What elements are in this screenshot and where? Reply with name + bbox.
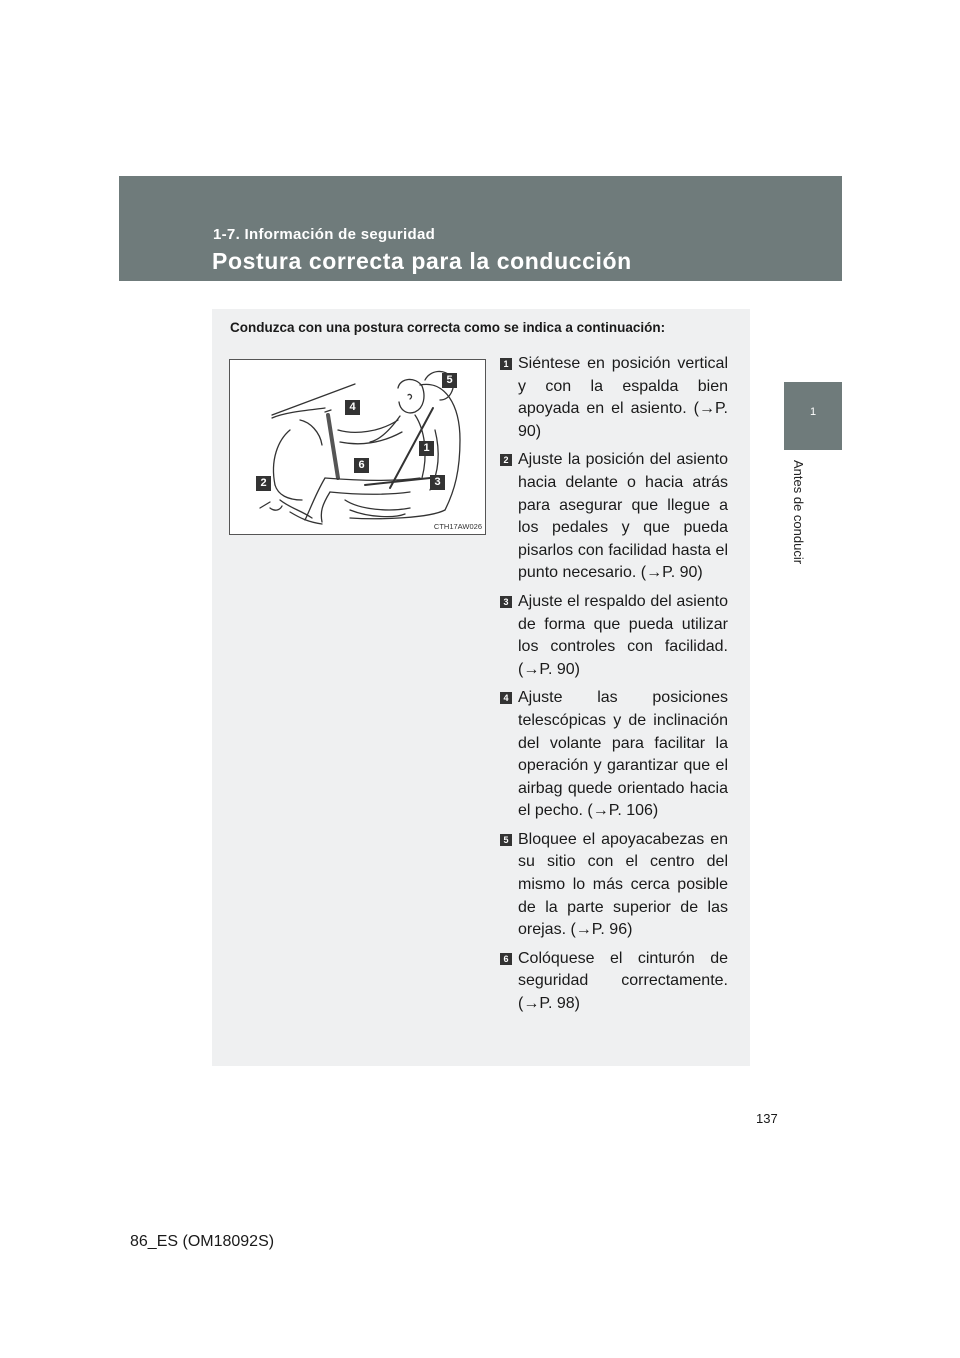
marker-1: 1 — [419, 441, 434, 456]
item-number-badge: 1 — [500, 358, 512, 370]
figure-code: CTH17AW026 — [433, 522, 482, 531]
item-text: Ajuste la posición del asiento hacia delante o hacia atrás para asegurar que llegue a los pedales y que pueda pisarlos con facilidad hasta el punto necesario. (→P. 90) — [518, 451, 728, 582]
item-text: Siéntese en posición vertical y con la espalda bien apoyada en el asiento. (→P. 90) — [518, 355, 728, 440]
item-number-badge: 3 — [500, 596, 512, 608]
chapter-number: 1 — [809, 406, 817, 418]
chapter-tab[interactable] — [784, 382, 842, 450]
marker-2: 2 — [256, 476, 271, 491]
section-label: 1-7. Información de seguridad — [213, 226, 436, 243]
list-item — [500, 829, 728, 942]
page-title: Postura correcta para la conducción — [212, 248, 632, 274]
list-item — [500, 591, 728, 681]
item-text: Colóquese el cinturón de seguridad correctamente. (→P. 98) — [518, 949, 728, 1013]
marker-5: 5 — [442, 373, 457, 388]
chapter-title: Antes de conducir — [791, 460, 806, 565]
chapter-title-vertical — [786, 460, 806, 580]
list-item — [500, 353, 728, 443]
marker-4: 4 — [345, 400, 360, 415]
item-number-badge: 5 — [500, 834, 512, 846]
list-item — [500, 449, 728, 585]
marker-3: 3 — [430, 475, 445, 490]
list-item — [500, 948, 728, 1016]
item-text: Ajuste las posiciones telescópicas y de inclinación del volante para facilitar la operación y garantizar que el airbag quede orientado hacia el pecho. (→P. 106) — [518, 689, 728, 820]
item-number-badge: 6 — [500, 953, 512, 965]
intro-text: Conduzca con una postura correcta como se indica a continuación: — [230, 320, 666, 335]
document-code: 86_ES (OM18092S) — [130, 1233, 275, 1250]
page-number: 137 — [756, 1111, 778, 1126]
instruction-list — [500, 353, 728, 1022]
marker-6: 6 — [354, 458, 369, 473]
list-item — [500, 687, 728, 823]
item-number-badge: 2 — [500, 454, 512, 466]
driving-posture-figure — [229, 359, 486, 535]
item-text: Ajuste el respaldo del asiento de forma que pueda utilizar los controles con facilidad. (→P. 90) — [518, 592, 728, 678]
item-text: Bloquee el apoyacabezas en su sitio con el centro del mismo lo más cerca posible de la parte superior de las orejas. (→P. 96) — [518, 830, 728, 939]
item-number-badge: 4 — [500, 692, 512, 704]
